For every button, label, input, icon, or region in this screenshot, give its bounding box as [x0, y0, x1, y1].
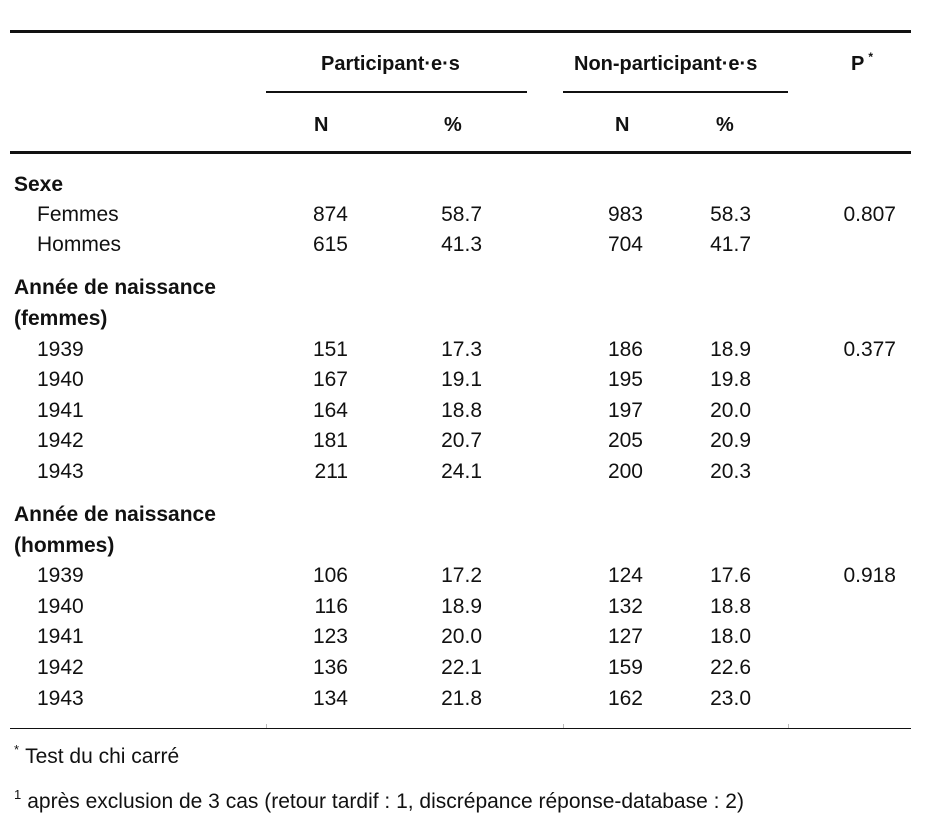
participants-pct: 18.9 [441, 595, 482, 618]
nonparticipants-n: 195 [607, 368, 643, 391]
participants-n: 874 [312, 203, 348, 226]
nonparticipants-n: 124 [607, 564, 643, 587]
row-label: 1940 [37, 595, 84, 618]
table-row [0, 564, 927, 595]
row-label: Femmes [37, 203, 119, 226]
nonparticipants-n: 186 [607, 338, 643, 361]
section-title: Année de naissance [14, 276, 216, 299]
participants-n: 116 [314, 595, 348, 618]
table-row [0, 338, 927, 369]
row-label: 1940 [37, 368, 84, 391]
nonparticipants-n: 159 [607, 656, 643, 679]
bottom-rule [10, 728, 911, 729]
table-row [0, 368, 927, 399]
nonparticipants-n: 162 [607, 687, 643, 710]
participants-n: 136 [312, 656, 348, 679]
participants-n: 134 [312, 687, 348, 710]
nonparticipants-pct: 41.7 [710, 233, 751, 256]
p-label: P [851, 53, 865, 75]
nonparticipants-n-header: N [615, 114, 630, 136]
participants-pct: 20.7 [441, 429, 482, 452]
p-value: 0.918 [843, 564, 896, 587]
nonparticipants-underline [563, 91, 788, 93]
footnote-marker: 1 [14, 787, 22, 802]
participants-n: 211 [314, 460, 348, 483]
row-label: 1942 [37, 656, 84, 679]
nonparticipants-pct: 20.3 [710, 460, 751, 483]
nonparticipants-n: 127 [607, 625, 643, 648]
participants-n: 615 [312, 233, 348, 256]
participants-n: 151 [312, 338, 348, 361]
participants-pct: 22.1 [441, 656, 482, 679]
row-label: 1939 [37, 564, 84, 587]
participants-pct-header: % [444, 114, 462, 136]
participants-n: 123 [312, 625, 348, 648]
row-label: Hommes [37, 233, 122, 256]
nonparticipants-pct: 18.8 [710, 595, 751, 618]
table-row [0, 429, 927, 460]
footnote-chi-square [14, 742, 180, 771]
participants-header: Participant·e·s [321, 53, 460, 75]
header-rule [10, 151, 911, 154]
participants-n-header: N [314, 114, 329, 136]
participants-underline [266, 91, 527, 93]
nonparticipants-pct: 22.6 [710, 656, 751, 679]
nonparticipants-pct: 23.0 [710, 687, 751, 710]
table-row [0, 203, 927, 234]
row-label: 1941 [37, 625, 84, 648]
p-value-header [851, 52, 873, 78]
p-value: 0.807 [843, 203, 896, 226]
row-label: 1942 [37, 429, 84, 452]
nonparticipants-pct: 58.3 [710, 203, 751, 226]
section-subtitle: (femmes) [14, 307, 108, 330]
top-rule [10, 30, 911, 33]
participants-pct: 18.8 [441, 399, 482, 422]
participants-pct: 24.1 [441, 460, 482, 483]
nonparticipants-n: 704 [607, 233, 643, 256]
nonparticipants-pct: 19.8 [710, 368, 751, 391]
nonparticipants-n: 200 [607, 460, 643, 483]
table-row [0, 399, 927, 430]
participants-pct: 58.7 [441, 203, 482, 226]
participants-pct: 19.1 [441, 368, 482, 391]
footnote-exclusion [14, 787, 744, 816]
nonparticipants-n: 132 [607, 595, 643, 618]
section-title: Année de naissance [14, 503, 216, 526]
footnote-text: Test du chi carré [25, 745, 180, 768]
participants-pct: 21.8 [441, 687, 482, 710]
p-marker: * [868, 50, 874, 64]
nonparticipants-n: 983 [607, 203, 643, 226]
nonparticipants-pct: 18.9 [710, 338, 751, 361]
row-label: 1943 [37, 460, 84, 483]
p-value: 0.377 [843, 338, 896, 361]
row-label: 1943 [37, 687, 84, 710]
row-label: 1941 [37, 399, 84, 422]
nonparticipants-pct: 17.6 [710, 564, 751, 587]
row-label: 1939 [37, 338, 84, 361]
participants-n: 167 [312, 368, 348, 391]
participants-pct: 20.0 [441, 625, 482, 648]
table-row [0, 687, 927, 718]
nonparticipants-header: Non-participant·e·s [574, 53, 758, 75]
table-row [0, 460, 927, 491]
footnote-text: après exclusion de 3 cas (retour tardif : 1, discrépance réponse-database : 2) [27, 790, 744, 813]
section-title: Sexe [14, 173, 64, 196]
table-row [0, 595, 927, 626]
nonparticipants-pct: 20.0 [710, 399, 751, 422]
table-row [0, 656, 927, 687]
table-row [0, 625, 927, 656]
participants-pct: 17.2 [441, 564, 482, 587]
nonparticipants-n: 205 [607, 429, 643, 452]
footnote-marker: * [14, 742, 20, 757]
participants-n: 106 [312, 564, 348, 587]
participants-n: 181 [312, 429, 348, 452]
nonparticipants-n: 197 [607, 399, 643, 422]
table-row [0, 233, 927, 264]
nonparticipants-pct: 18.0 [710, 625, 751, 648]
nonparticipants-pct: 20.9 [710, 429, 751, 452]
participants-pct: 41.3 [441, 233, 482, 256]
nonparticipants-pct-header: % [716, 114, 734, 136]
participants-pct: 17.3 [441, 338, 482, 361]
section-subtitle: (hommes) [14, 534, 115, 557]
participants-n: 164 [312, 399, 348, 422]
